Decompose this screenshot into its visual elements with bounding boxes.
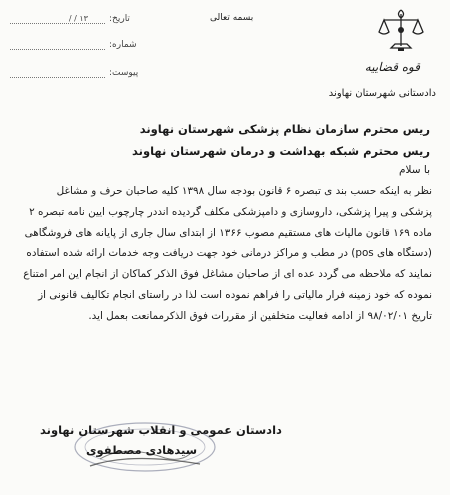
date-value: ۱۳ / /	[68, 14, 88, 23]
greeting: با سلام	[398, 164, 430, 176]
body-line: نظر به اینکه حسب بند ی تبصره ۶ قانون بودجه سال ۱۳۹۸ کلیه صاحبان حرف و مشاغل	[56, 185, 432, 197]
body-line: ماده ۱۶۹ قانون مالیات های مستقیم مصوب ۱۳۶۶ از ابتدای سال جاری از پایانه های فروشگاهی	[24, 226, 432, 239]
signature-name: سیدهادی مصطفوی	[86, 443, 198, 457]
bismillah: بسمه تعالی	[210, 13, 254, 23]
signature-title: دادستان عمومی و انقلاب شهرستان نهاوند	[40, 423, 282, 437]
date-label: تاریخ:	[109, 14, 130, 24]
recipient-2: ریس محترم شبکه بهداشت و درمان شهرستان نهاوند	[131, 144, 430, 158]
body-line: نمایند که ملاحظه می گردد عده ای از صاحبان مشاغل فوق الذکر کماکان از انجام این امر امتناع	[23, 268, 432, 281]
body-line: (دستگاه های pos) در مطب و مراکز درمانی خود جهت دریافت وجه خدمات ارائه شده استفاده	[26, 247, 432, 260]
body-line: تاریخ ۹۸/۰۲/۰۱ از ادامه فعالیت متخلفین از مقررات فوق الذکرممانعت بعمل اید.	[88, 309, 432, 322]
office-name: دادستانی شهرستان نهاوند	[328, 88, 436, 99]
date-field	[10, 14, 130, 24]
date-line	[10, 23, 105, 24]
recipient-1: ریس محترم سازمان نظام پزشکی شهرستان نهاوند	[139, 122, 430, 136]
body-line: نموده که خود زمینه فرار مالیاتی را فراهم نموده است لذا در راستای انجام تکالیف قانونی از	[38, 288, 432, 301]
number-label: شماره:	[109, 40, 137, 50]
number-field	[10, 40, 137, 50]
number-line	[10, 49, 105, 50]
judiciary-emblem-icon	[374, 6, 428, 54]
attachment-label: پیوست:	[109, 68, 139, 78]
body-line: پزشکی و پیرا پزشکی، داروسازی و دامپزشکی مکلف گردیده انددر چارچوب ایین نامه تبصره ۲	[29, 205, 432, 218]
letter-body	[7, 181, 432, 327]
judiciary-logo-text: قوه قضاییه	[364, 60, 420, 74]
attachment-field	[10, 68, 138, 78]
attachment-line	[10, 77, 105, 78]
